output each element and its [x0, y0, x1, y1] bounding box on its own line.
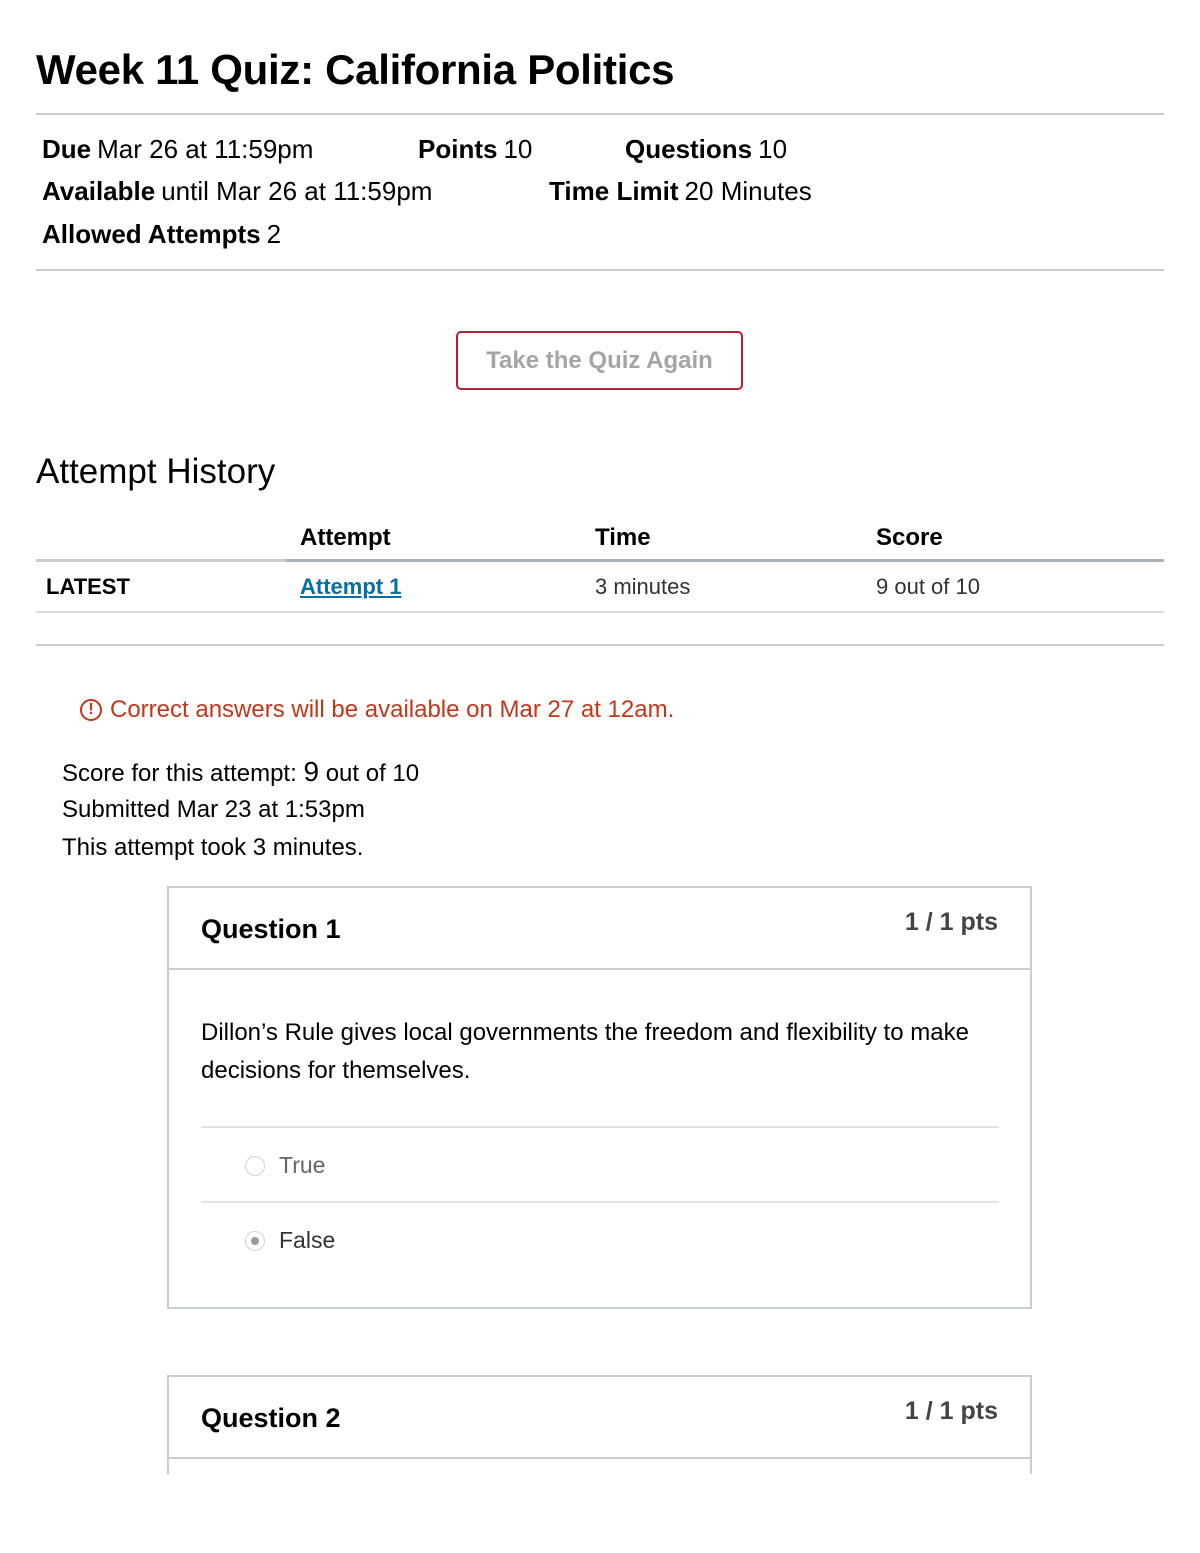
- meta-due: [42, 134, 313, 165]
- latest-tag: LATEST: [46, 574, 130, 599]
- radio-checked-icon[interactable]: [245, 1231, 265, 1251]
- meta-questions: [625, 134, 787, 165]
- attempt-score-line: [62, 756, 419, 788]
- attempt-history-title: Attempt History: [36, 452, 276, 491]
- submitted-text: Submitted Mar 23 at 1:53pm: [62, 796, 365, 823]
- attempt-duration-text: This attempt took 3 minutes.: [62, 834, 364, 861]
- alert-circle-icon: !: [80, 699, 102, 721]
- meta-divider: [36, 269, 1164, 271]
- table-header-divider: [36, 559, 1164, 562]
- correct-answers-notice: [80, 696, 674, 724]
- available-value: until Mar 26 at 11:59pm: [161, 176, 433, 206]
- questions-label: Questions: [625, 134, 753, 164]
- answer-divider: [201, 1126, 999, 1128]
- take-quiz-again-button[interactable]: Take the Quiz Again: [456, 331, 743, 390]
- score-suffix: out of 10: [325, 760, 420, 787]
- question-1-text: Dillon’s Rule gives local governments the freedom and flexibility to make decisions for themselves.: [201, 1019, 969, 1084]
- allowed-attempts-value: 2: [266, 219, 282, 249]
- question-2-points: 1 / 1 pts: [904, 1397, 998, 1425]
- due-value: Mar 26 at 11:59pm: [97, 134, 314, 164]
- column-header-score: Score: [876, 524, 943, 551]
- score-value: 9: [303, 756, 320, 787]
- answer-divider: [201, 1201, 999, 1203]
- points-value: 10: [503, 134, 533, 164]
- answer-true[interactable]: [245, 1152, 325, 1179]
- question-2-header: [169, 1377, 1030, 1459]
- table-bottom-divider: [36, 644, 1164, 646]
- question-2-title: Question 2: [201, 1403, 341, 1433]
- available-label: Available: [42, 176, 156, 206]
- notice-text: Correct answers will be available on Mar 27 at 12am.: [110, 696, 675, 723]
- score-prefix: Score for this attempt:: [62, 760, 297, 787]
- attempt-time: 3 minutes: [595, 574, 691, 599]
- table-row-divider: [36, 611, 1164, 613]
- radio-unchecked-icon[interactable]: [245, 1156, 265, 1176]
- meta-points: [418, 134, 532, 165]
- questions-value: 10: [758, 134, 788, 164]
- question-1-points: 1 / 1 pts: [904, 908, 998, 936]
- attempt-score: 9 out of 10: [876, 574, 980, 599]
- time-limit-value: 20 Minutes: [684, 176, 812, 206]
- column-header-attempt: Attempt: [300, 524, 391, 551]
- answer-false-label: False: [279, 1227, 336, 1253]
- column-header-time: Time: [595, 524, 651, 551]
- question-1-card: [167, 886, 1032, 1309]
- question-2-card: [167, 1375, 1032, 1474]
- meta-time-limit: [549, 176, 812, 207]
- answer-true-label: True: [279, 1152, 326, 1178]
- page-title: Week 11 Quiz: California Politics: [36, 46, 675, 93]
- attempt-1-link[interactable]: Attempt 1: [300, 574, 402, 599]
- points-label: Points: [418, 134, 498, 164]
- time-limit-label: Time Limit: [549, 176, 679, 206]
- answer-false[interactable]: [245, 1227, 335, 1254]
- meta-allowed-attempts: [42, 219, 281, 250]
- meta-available: [42, 176, 432, 207]
- allowed-attempts-label: Allowed Attempts: [42, 219, 261, 249]
- question-1-header: [169, 888, 1030, 970]
- title-divider: [36, 113, 1164, 115]
- question-1-title: Question 1: [201, 914, 341, 944]
- due-label: Due: [42, 134, 92, 164]
